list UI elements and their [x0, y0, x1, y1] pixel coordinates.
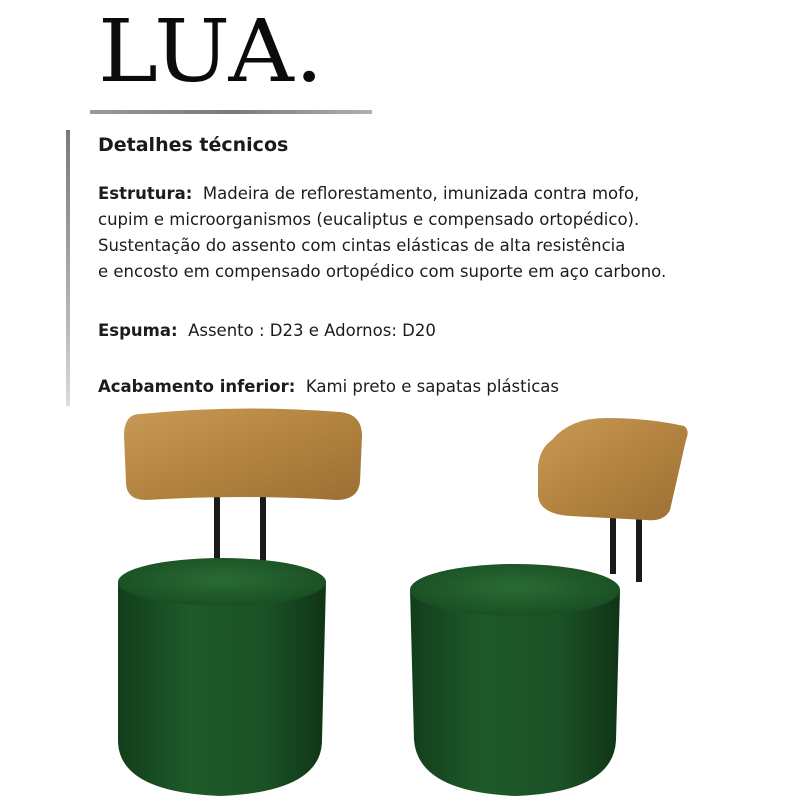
chair-side-backrest [538, 418, 688, 520]
spec-acabamento [98, 374, 559, 400]
chair-front-seat-top [118, 558, 326, 606]
chair-front-leg-right [260, 488, 266, 566]
spec-espuma [98, 318, 436, 344]
side-divider [66, 130, 70, 406]
spec-estrutura-label: Estrutura: [98, 184, 193, 203]
chair-side-view [410, 418, 688, 796]
spec-estrutura-line-2: cupim e microorganismos (eucaliptus e compensado ortopédico). [98, 210, 640, 229]
spec-acabamento-label: Acabamento inferior: [98, 377, 296, 396]
spec-estrutura-line-3: Sustentação do assento com cintas elásticas de alta resistência [98, 236, 626, 255]
spec-estrutura [98, 181, 666, 285]
spec-estrutura-text-1: Madeira de reflorestamento, imunizada contra mofo, [202, 184, 640, 203]
brand-underline [90, 110, 372, 114]
spec-espuma-label: Espuma: [98, 321, 178, 340]
chair-front-seat-body [118, 582, 326, 796]
spec-espuma-text: Assento : D23 e Adornos: D20 [188, 321, 436, 340]
brand-logo: LUA. [98, 2, 325, 102]
chair-side-seat-body [410, 590, 620, 796]
chair-front-leg-left [214, 488, 220, 566]
chair-front-backrest [124, 408, 362, 500]
section-title: Detalhes técnicos [98, 134, 289, 156]
chair-side-seat-top [410, 564, 620, 616]
product-photo [0, 400, 800, 800]
chair-side-leg-back [610, 510, 616, 574]
spec-estrutura-line-1 [98, 181, 666, 207]
spec-estrutura-line-4: e encosto em compensado ortopédico com suporte em aço carbono. [98, 262, 667, 281]
chair-front-view [118, 408, 362, 796]
spec-acabamento-text: Kami preto e sapatas plásticas [305, 377, 559, 396]
